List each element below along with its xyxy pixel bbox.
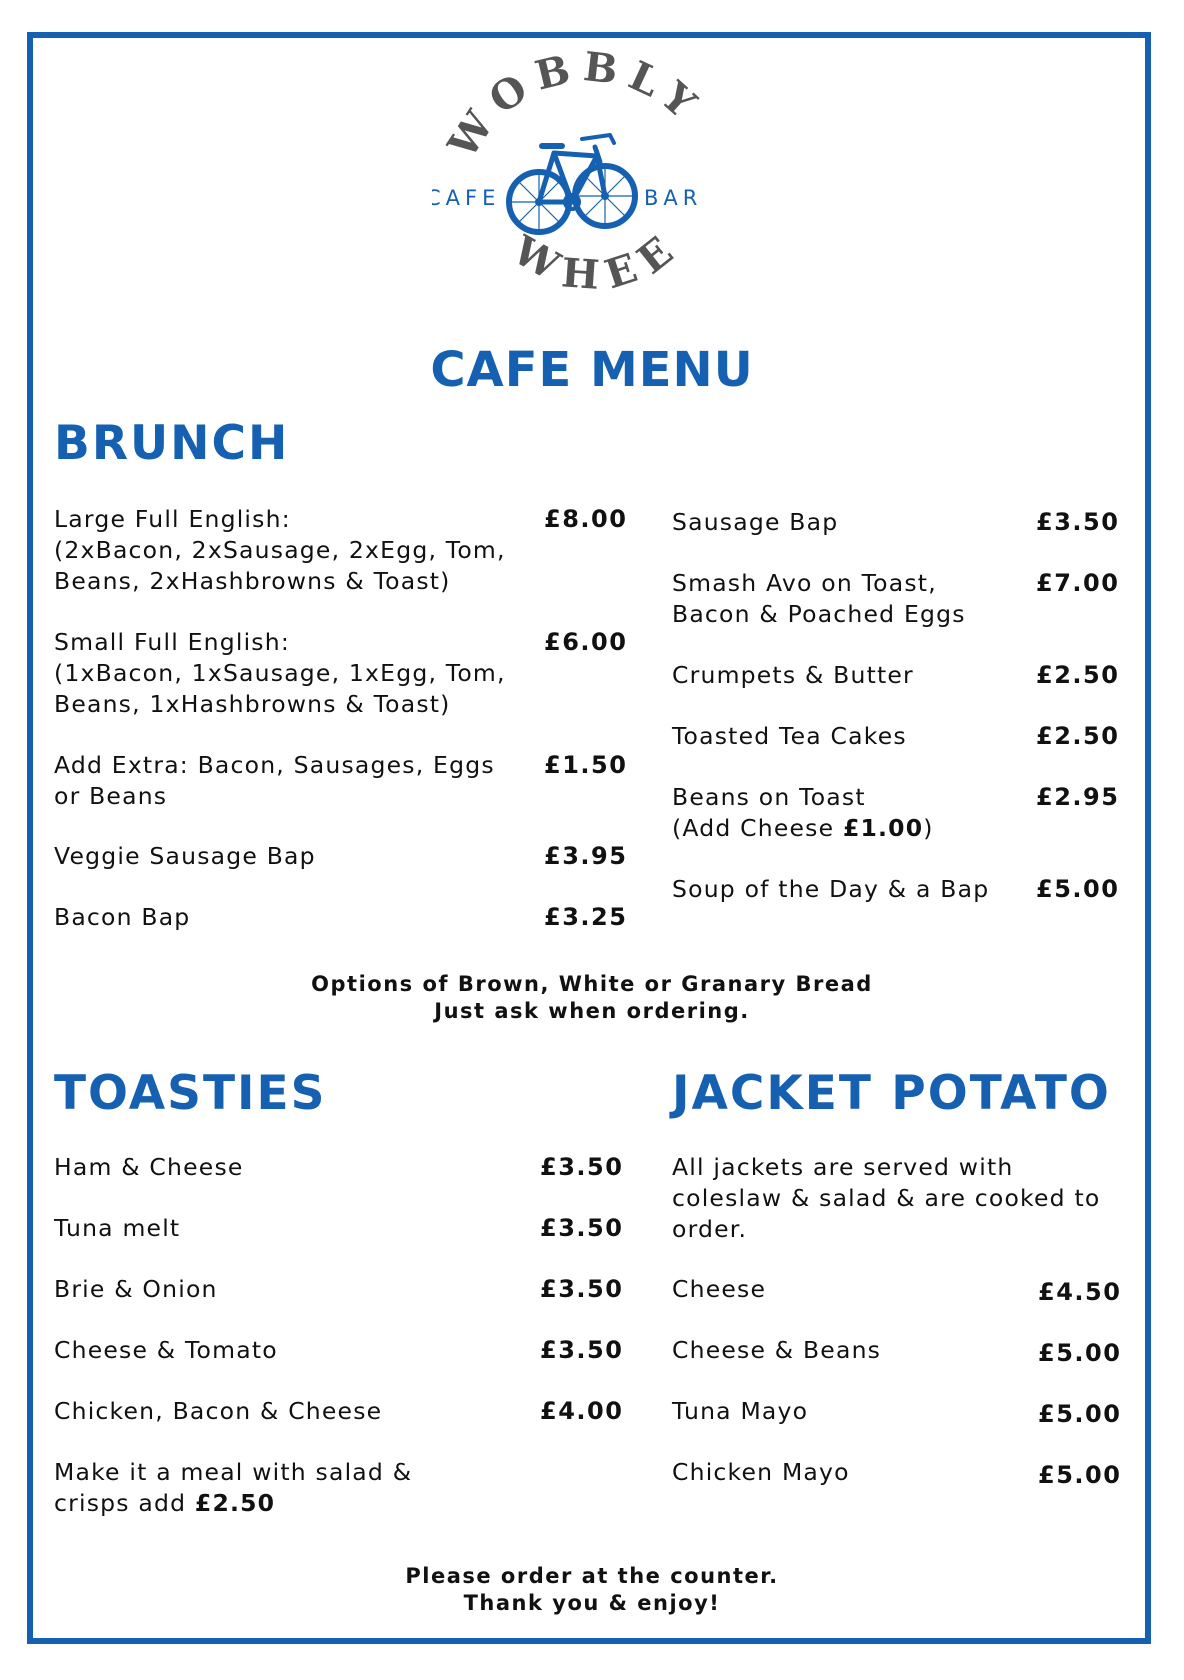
logo-bottom-word: WHEE xyxy=(504,220,692,300)
item-desc: Beans, 1xHashbrowns & Toast) xyxy=(54,690,451,718)
item-desc: (1xBacon, 1xSausage, 1xEgg, Tom, xyxy=(54,659,506,687)
list-item xyxy=(672,874,989,905)
list-item xyxy=(54,627,506,720)
item-price: £5.00 xyxy=(1038,1461,1122,1489)
item-price: £3.50 xyxy=(540,1336,624,1364)
meal-upgrade-note xyxy=(54,1457,412,1519)
item-name: Small Full English: xyxy=(54,628,290,656)
bread-note xyxy=(0,971,1184,1025)
item-price: £7.00 xyxy=(1036,569,1120,597)
item-name: Ham & Cheese xyxy=(54,1153,244,1181)
item-desc: (2xBacon, 2xSausage, 2xEgg, Tom, xyxy=(54,536,506,564)
brunch-heading: BRUNCH xyxy=(54,416,290,471)
jacket-intro-line3: order. xyxy=(672,1215,748,1243)
list-item xyxy=(54,1335,278,1366)
item-price: £2.50 xyxy=(1036,661,1120,689)
item-price: £3.50 xyxy=(540,1275,624,1303)
item-desc: or Beans xyxy=(54,782,168,810)
item-price: £3.25 xyxy=(544,903,628,931)
item-name: Veggie Sausage Bap xyxy=(54,842,316,870)
list-item xyxy=(54,1152,244,1183)
item-name: Brie & Onion xyxy=(54,1275,218,1303)
item-name: Crumpets & Butter xyxy=(672,661,914,689)
item-desc-price: £1.00 xyxy=(842,814,924,842)
item-price: £3.50 xyxy=(1036,508,1120,536)
logo xyxy=(432,50,752,330)
item-name: Cheese xyxy=(672,1275,767,1303)
logo-left-word: CAFE xyxy=(432,186,501,210)
item-name: Sausage Bap xyxy=(672,508,839,536)
list-item xyxy=(672,1274,766,1305)
item-name: Smash Avo on Toast, xyxy=(672,569,937,597)
jacket-potato-heading: JACKET POTATO xyxy=(672,1066,1111,1121)
item-desc: ) xyxy=(923,814,934,842)
item-price: £6.00 xyxy=(544,628,628,656)
item-price: £8.00 xyxy=(544,505,628,533)
item-price: £2.95 xyxy=(1036,783,1120,811)
item-price: £5.00 xyxy=(1038,1400,1122,1428)
list-item xyxy=(672,568,966,630)
list-item xyxy=(672,1396,808,1427)
list-item xyxy=(54,1213,180,1244)
item-name: Chicken Mayo xyxy=(672,1458,850,1486)
logo-top-word: WOBBLY xyxy=(439,50,713,167)
item-name: Chicken, Bacon & Cheese xyxy=(54,1397,383,1425)
item-name: Cheese & Beans xyxy=(672,1336,882,1364)
list-item xyxy=(672,507,838,538)
toasties-heading: TOASTIES xyxy=(54,1066,327,1121)
meal-note-line2: crisps add xyxy=(54,1489,195,1517)
item-name: Add Extra: Bacon, Sausages, Eggs xyxy=(54,751,495,779)
list-item xyxy=(54,902,190,933)
item-price: £3.50 xyxy=(540,1214,624,1242)
list-item xyxy=(54,750,495,812)
bicycle-icon xyxy=(509,135,635,232)
list-item xyxy=(672,1457,850,1488)
item-price: £4.50 xyxy=(1038,1278,1122,1306)
list-item xyxy=(54,841,316,872)
item-price: £1.50 xyxy=(544,751,628,779)
list-item xyxy=(672,721,907,752)
item-name: Cheese & Tomato xyxy=(54,1336,278,1364)
item-name: Tuna Mayo xyxy=(672,1397,809,1425)
item-name: Toasted Tea Cakes xyxy=(672,722,907,750)
meal-price: £2.50 xyxy=(194,1489,276,1517)
item-price: £5.00 xyxy=(1038,1339,1122,1367)
menu-title: CAFE MENU xyxy=(430,342,754,398)
item-name: Beans on Toast xyxy=(672,783,866,811)
list-item xyxy=(672,660,914,691)
list-item xyxy=(54,1396,382,1427)
footer-note xyxy=(0,1563,1184,1617)
item-name: Large Full English: xyxy=(54,505,291,533)
item-price: £4.00 xyxy=(540,1397,624,1425)
jacket-intro-line1: All jackets are served with xyxy=(672,1153,1014,1181)
item-price: £2.50 xyxy=(1036,722,1120,750)
item-name: Tuna melt xyxy=(54,1214,181,1242)
item-price: £3.50 xyxy=(540,1153,624,1181)
list-item xyxy=(54,1274,218,1305)
item-price: £3.95 xyxy=(544,842,628,870)
bread-note-line2: Just ask when ordering. xyxy=(434,999,750,1023)
list-item xyxy=(672,782,934,844)
logo-graphic xyxy=(432,50,752,330)
footer-line2: Thank you & enjoy! xyxy=(463,1591,721,1615)
item-desc: Beans, 2xHashbrowns & Toast) xyxy=(54,567,451,595)
footer-line1: Please order at the counter. xyxy=(405,1564,779,1588)
jacket-intro xyxy=(672,1152,1100,1245)
list-item xyxy=(672,1335,881,1366)
jacket-intro-line2: coleslaw & salad & are cooked to xyxy=(672,1184,1101,1212)
item-name: Bacon Bap xyxy=(54,903,191,931)
item-price: £5.00 xyxy=(1036,875,1120,903)
logo-right-word: BAR xyxy=(644,186,703,210)
list-item xyxy=(54,504,506,597)
bread-note-line1: Options of Brown, White or Granary Bread xyxy=(311,972,873,996)
item-name: Soup of the Day & a Bap xyxy=(672,875,990,903)
meal-note-line1: Make it a meal with salad & xyxy=(54,1458,413,1486)
item-desc: (Add Cheese xyxy=(672,814,843,842)
item-desc: Bacon & Poached Eggs xyxy=(672,600,966,628)
